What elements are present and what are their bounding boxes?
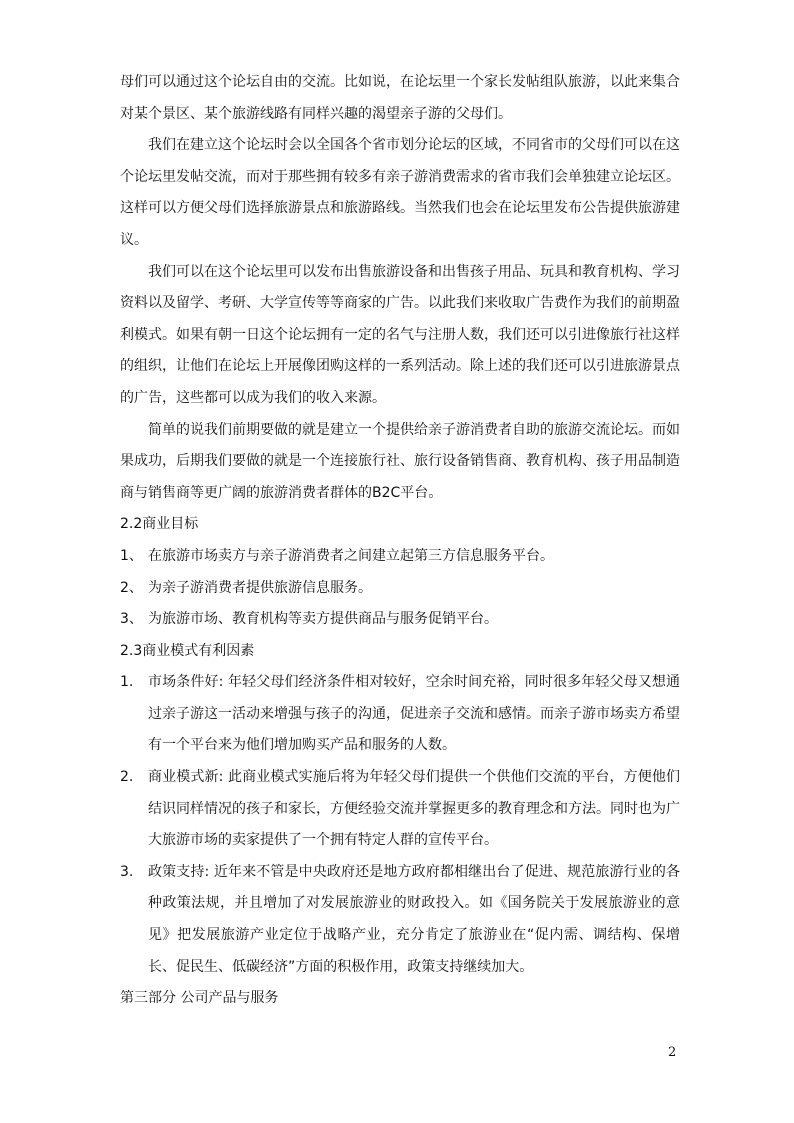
paragraph-forum-intro: 母们可以通过这个论坛自由的交流。比如说，在论坛里一个家长发帖组队旅游，以此来集合对某个景区、某个旅游线路有同样兴趣的渴望亲子游的父母们。 [120, 74, 680, 122]
list-item-number: 2. [120, 769, 134, 786]
list-item-text: 在旅游市场卖方与亲子游消费者之间建立起第三方信息服务平台。 [148, 547, 554, 564]
list-item [120, 667, 680, 762]
heading-business-goals: 2.2商业目标 [120, 516, 199, 533]
paragraph-summary: 简单的说我们前期要做的就是建立一个提供给亲子游消费者自助的旅游交流论坛。而如果成功，后期我们要做的就是一个连接旅行社、旅行设备销售商、教育机构、孩子用品制造商与销售商等更广阔的旅游消费者群体的B2C平台。 [120, 421, 680, 501]
paragraph-forum-regions: 我们在建立这个论坛时会以全国各个省市划分论坛的区域，不同省市的父母们可以在这个论坛里发帖交流，而对于那些拥有较多有亲子游消费需求的省市我们会单独建立论坛区。这样可以方便父母们选择旅游景点和旅游路线。当然我们也会在论坛里发布公告提供旅游建议。 [120, 137, 680, 248]
list-item-text: 商业模式新: 此商业模式实施后将为年轻父母们提供一个供他们交流的平台，方便他们结识同样情况的孩子和家长，方便经验交流并掌握更多的教育理念和方法。同时也为广大旅游市场的卖家提供了一个拥有特定人群的宣传平台。 [148, 769, 680, 849]
list-item-number: 1. [120, 674, 134, 691]
list-item [120, 604, 680, 636]
list-item-text: 政策支持: 近年来不管是中央政府还是地方政府都相继出台了促进、规范旅游行业的各种政策法规，并且增加了对发展旅游业的财政投入。如《国务院关于发展旅游业的意见》把发展旅游产业定位于战略产业，充分肯定了旅游业在“促内需、调结构、保增长、促民生、低碳经济”方面的积极作用，政策支持继续加大。 [148, 863, 680, 975]
list-item [120, 762, 680, 857]
list-item-number: 2、 [120, 579, 143, 596]
list-item-text: 为旅游市场、教育机构等卖方提供商品与服务促销平台。 [148, 611, 498, 628]
list-item-text: 市场条件好: 年轻父母们经济条件相对较好，空余时间充裕，同时很多年轻父母又想通过亲子游这一活动来增强与孩子的沟通，促进亲子交流和感情。而亲子游市场卖方希望有一个平台来为他们增加购买产品和服务的人数。 [148, 674, 680, 754]
page-number: 2 [668, 1045, 677, 1060]
list-item-number: 3. [120, 863, 134, 880]
heading-favorable-factors: 2.3商业模式有利因素 [120, 642, 255, 659]
list-item [120, 573, 680, 605]
list-item [120, 857, 680, 983]
list-item-number: 3、 [120, 611, 143, 628]
paragraph-advertising-model: 我们可以在这个论坛里可以发布出售旅游设备和出售孩子用品、玩具和教育机构、学习资料以及留学、考研、大学宣传等等商家的广告。以此我们来收取广告费作为我们的前期盈利模式。如果有朝一日这个论坛拥有一定的名气与注册人数，我们还可以引进像旅行社这样的组织，让他们在论坛上开展像团购这样的一系列活动。除上述的我们还可以引进旅游景点的广告，这些都可以成为我们的收入来源。 [120, 263, 680, 406]
page-body [120, 67, 680, 1015]
list-item [120, 541, 680, 573]
list-item-text: 为亲子游消费者提供旅游信息服务。 [148, 579, 372, 596]
list-item-number: 1、 [120, 547, 143, 564]
heading-part-three: 第三部分 公司产品与服务 [120, 990, 279, 1007]
